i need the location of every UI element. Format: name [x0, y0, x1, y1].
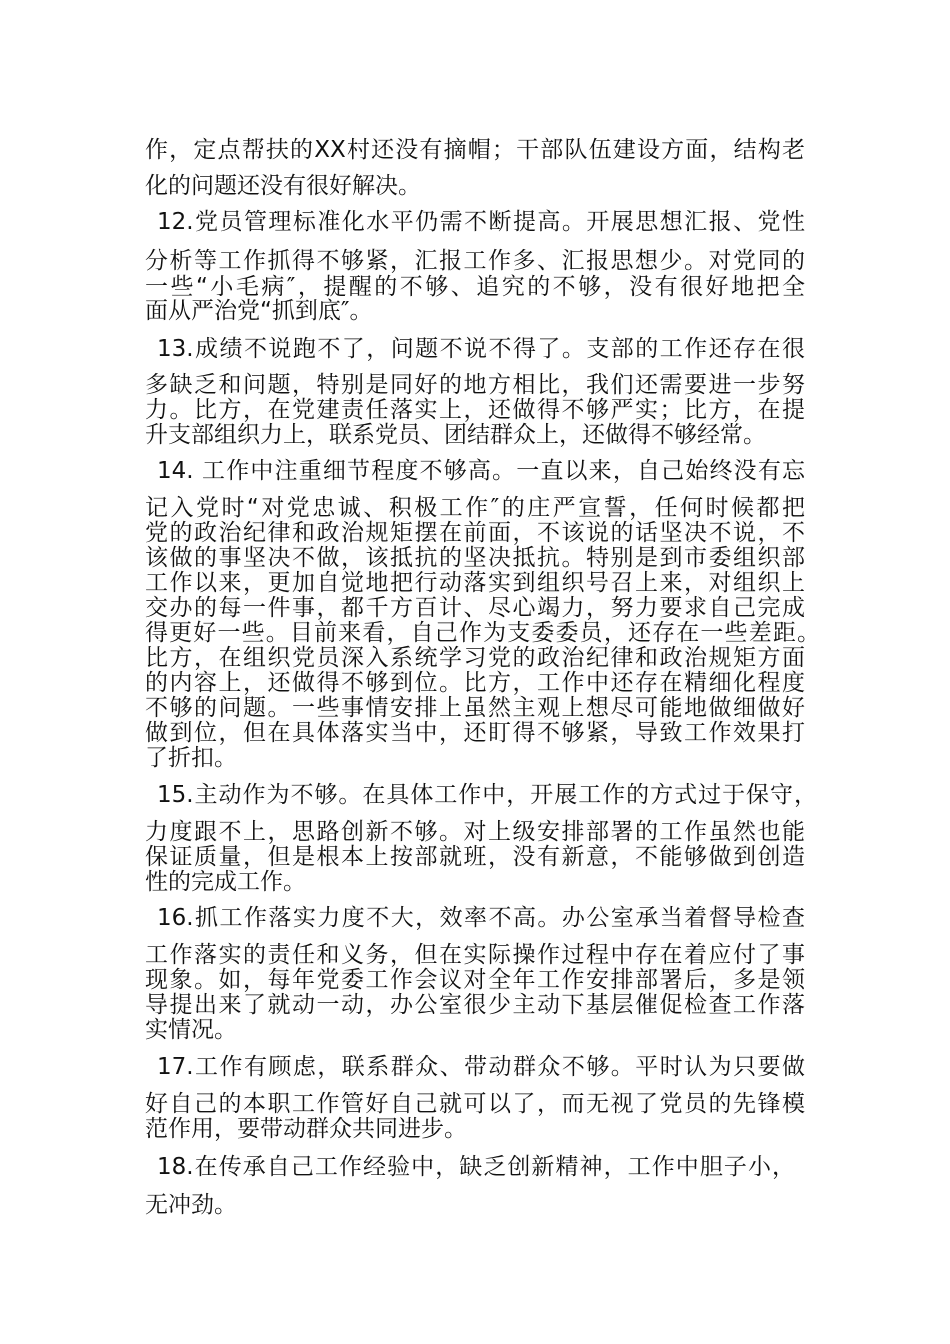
text-line: 工作落实的责任和义务，但在实际操作过程中存在着应付了事 — [145, 942, 805, 968]
text-line: 得更好一些。目前来看，自己作为支委委员，还存在一些差距。 — [145, 620, 820, 646]
text-line: 多缺乏和问题，特别是同好的地方相比，我们还需要进一步努 — [145, 372, 805, 398]
text-line: 作，定点帮扶的XX村还没有摘帽；干部队伍建设方面，结构老 — [145, 137, 805, 163]
text-line: 无冲劲。 — [145, 1192, 237, 1218]
text-line: 记入党时“对党忠诚、积极工作″的庄严宣誓，任何时候都把 — [145, 495, 805, 521]
text-line: 16.抓工作落实力度不大，效率不高。办公室承当着督导检查 — [157, 905, 805, 931]
text-line: 党的政治纪律和政治规矩摆在前面，不该说的话坚决不说，不 — [145, 520, 805, 546]
text-line: 做到位，但在具体落实当中，还盯得不够紧，导致工作效果打 — [145, 720, 805, 746]
text-line: 该做的事坚决不做，该抵抗的坚决抵抗。特别是到市委组织部 — [145, 545, 805, 571]
text-line: 分析等工作抓得不够紧，汇报工作多、汇报思想少。对党同的 — [145, 248, 805, 274]
text-line: 力。比方，在党建责任落实上，还做得不够严实；比方，在提 — [145, 397, 805, 423]
text-line: 一些“小毛病″，提醒的不够、追究的不够，没有很好地把全 — [145, 274, 805, 300]
text-line: 力度跟不上，思路创新不够。对上级安排部署的工作虽然也能 — [145, 819, 805, 845]
text-line: 的内容上，还做得不够到位。比方，工作中还存在精细化程度 — [145, 670, 805, 696]
text-line: 范作用，要带动群众共同进步。 — [145, 1116, 467, 1142]
text-line: 比方，在组织党员深入系统学习党的政治纪律和政治规矩方面 — [145, 645, 805, 671]
text-line: 不够的问题。一些事情安排上虽然主观上想尽可能地做细做好 — [145, 695, 805, 721]
text-line: 交办的每一件事，都千方百计、尽心竭力，努力要求自己完成 — [145, 595, 805, 621]
text-line: 现象。如，每年党委工作会议对全年工作安排部署后，多是领 — [145, 967, 805, 993]
text-line: 升支部组织力上，联系党员、团结群众上，还做得不够经常。 — [145, 422, 766, 448]
text-line: 13.成绩不说跑不了，问题不说不得了。支部的工作还存在很 — [157, 336, 805, 362]
text-line: 工作以来，更加自觉地把行动落实到组织号召上来，对组织上 — [145, 570, 805, 596]
text-line: 12.党员管理标准化水平仍需不断提高。开展思想汇报、党性 — [157, 209, 805, 235]
text-line: 18.在传承自己工作经验中，缺乏创新精神，工作中胆子小， — [157, 1154, 795, 1180]
text-line: 化的问题还没有很好解决。 — [145, 173, 421, 199]
text-line: 15.主动作为不够。在具体工作中，开展工作的方式过于保守， — [157, 782, 817, 808]
text-line: 好自己的本职工作管好自己就可以了，而无视了党员的先锋模 — [145, 1091, 805, 1117]
text-line: 14. 工作中注重细节程度不够高。一直以来，自己始终没有忘 — [157, 458, 805, 484]
text-line: 性的完成工作。 — [145, 869, 306, 895]
text-line: 实情况。 — [145, 1017, 237, 1043]
text-line: 导提出来了就动一动，办公室很少主动下基层催促检查工作落 — [145, 992, 805, 1018]
text-line: 保证质量，但是根本上按部就班，没有新意，不能够做到创造 — [145, 844, 805, 870]
text-line: 面从严治党“抓到底″。 — [145, 298, 373, 324]
text-line: 了折扣。 — [145, 745, 237, 771]
text-line: 17.工作有顾虑，联系群众、带动群众不够。平时认为只要做 — [157, 1054, 805, 1080]
